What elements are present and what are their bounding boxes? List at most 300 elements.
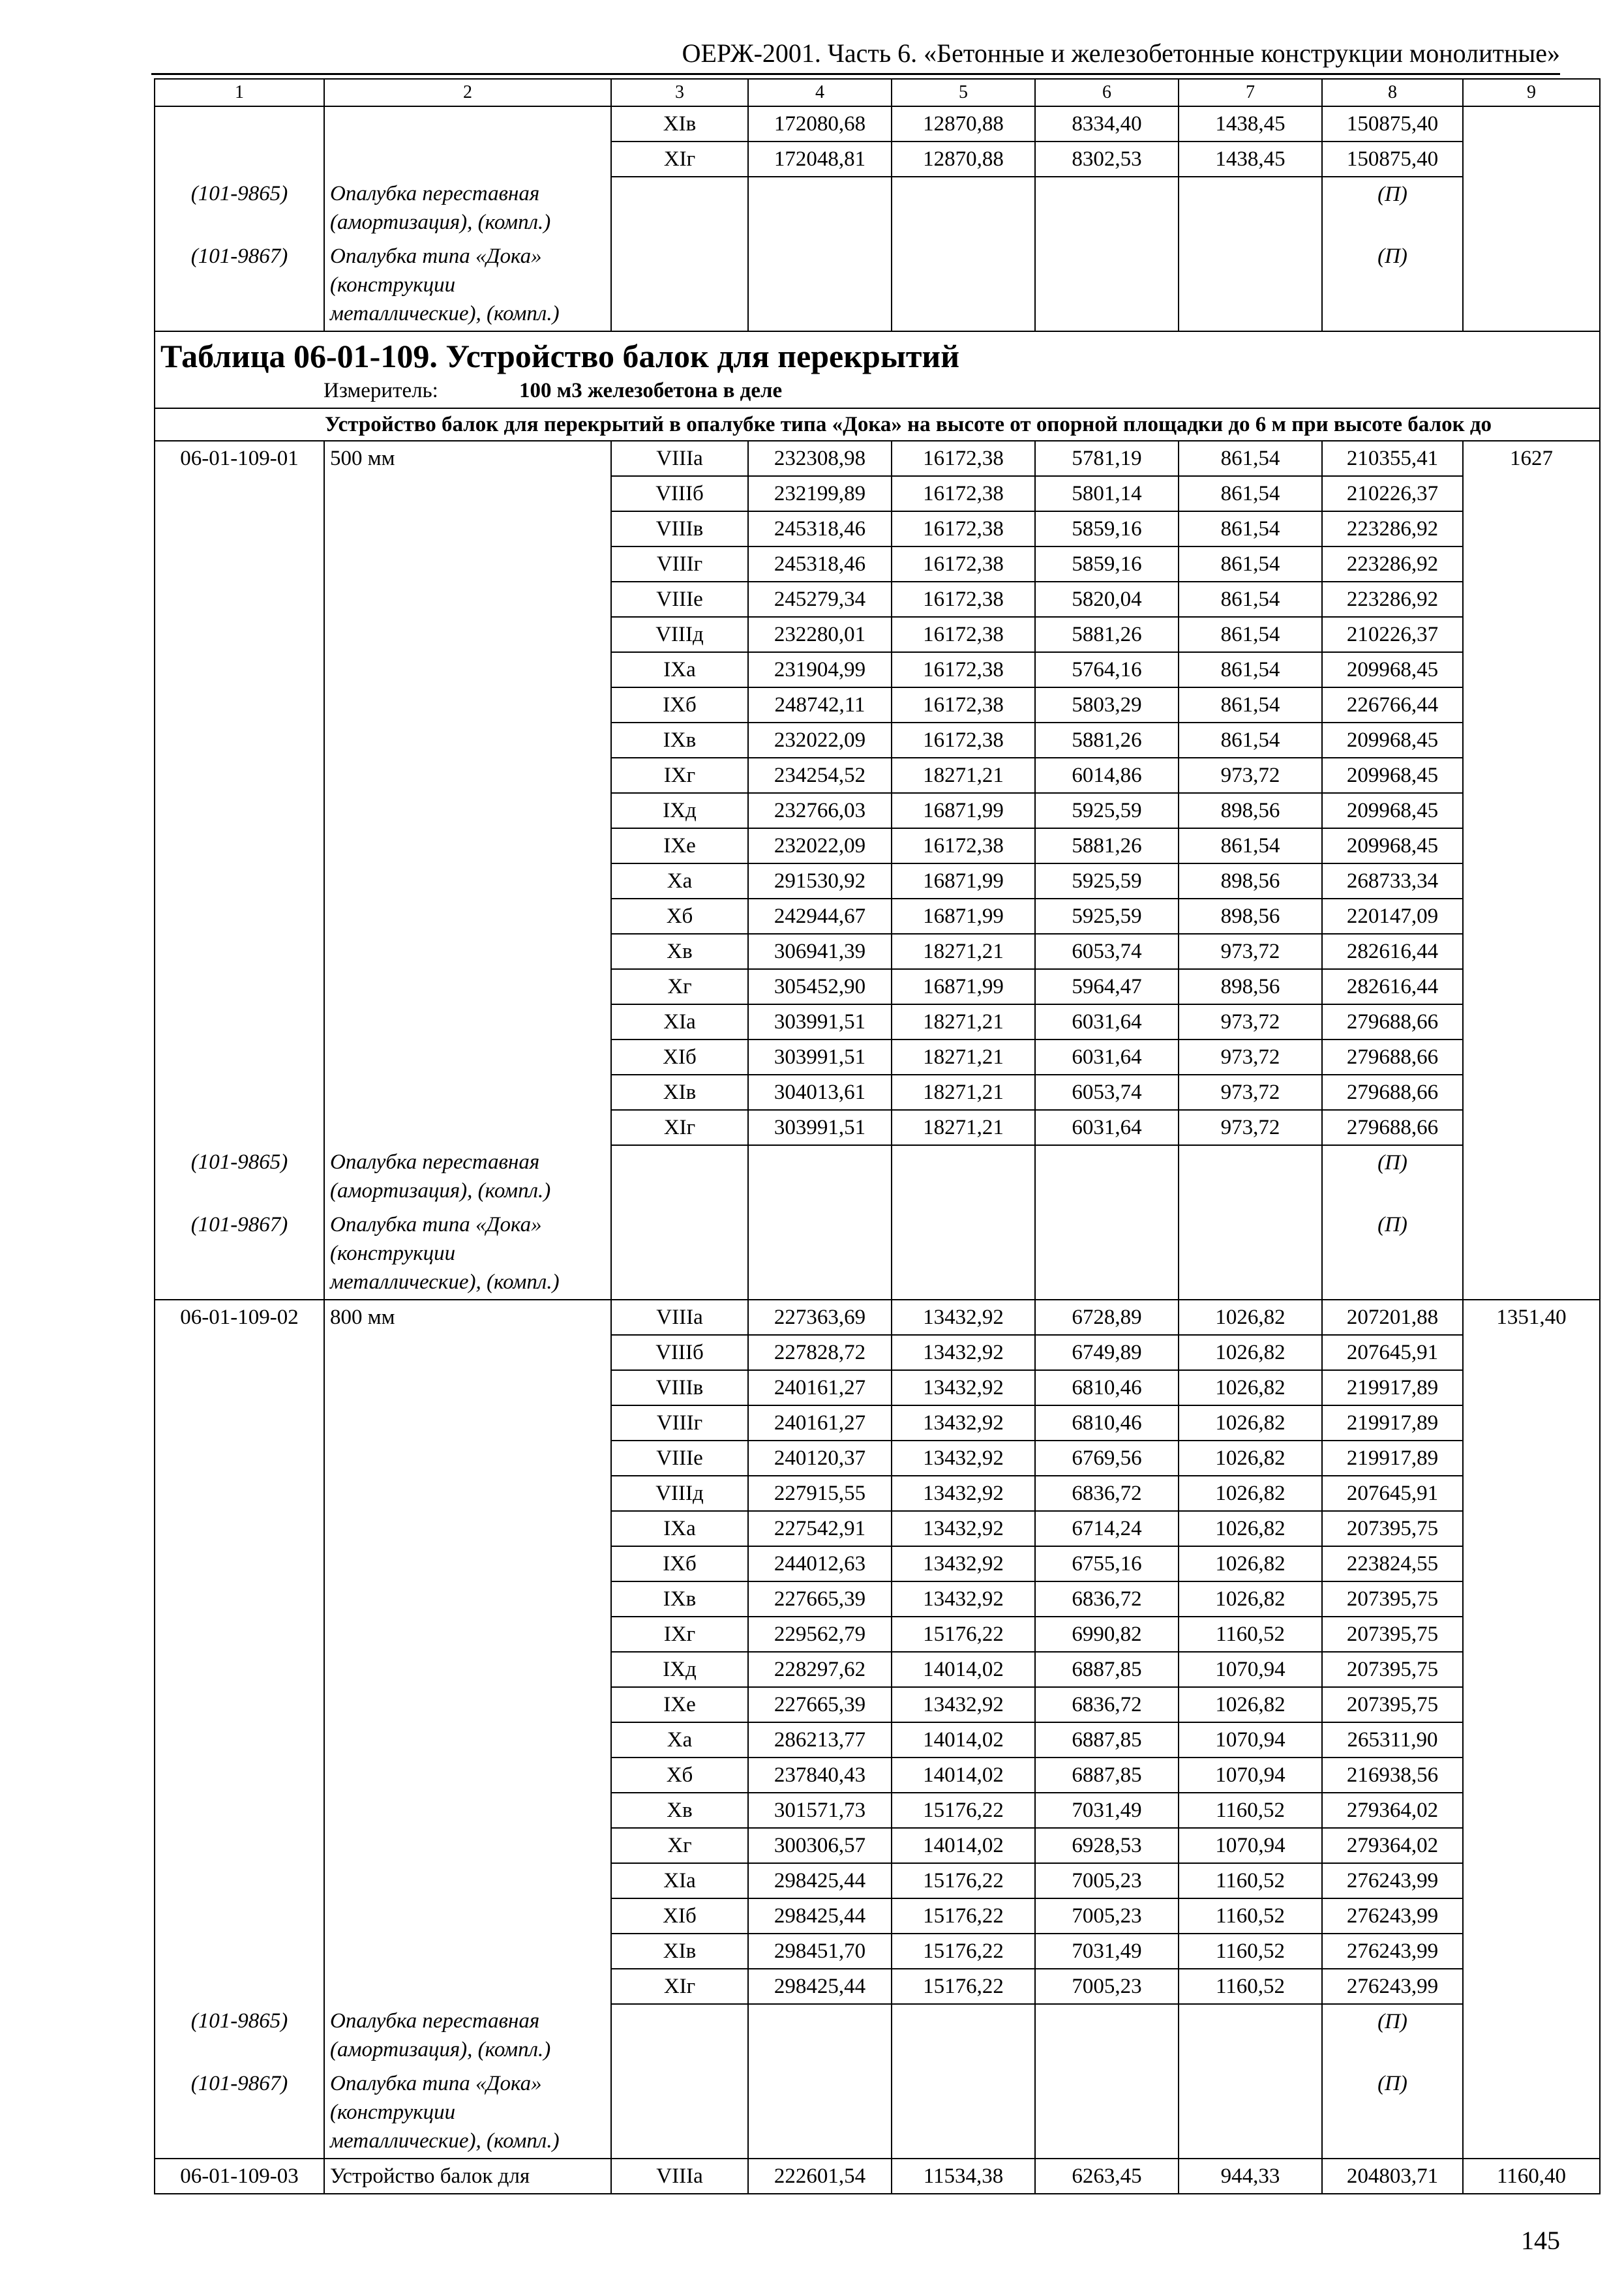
cost-total: 240120,37: [748, 1441, 892, 1476]
cost-machinist-wages: 1160,52: [1179, 1898, 1322, 1934]
blank-cell: [1463, 1687, 1600, 1722]
blank-cell: [155, 1934, 324, 1969]
table-row: [155, 652, 1600, 687]
table-row: [155, 441, 1600, 476]
blank-cell: [324, 969, 611, 1004]
cost-machinist-wages: 1026,82: [1179, 1300, 1322, 1335]
section-row: [155, 408, 1600, 441]
cost-machinist-wages: 898,56: [1179, 863, 1322, 899]
cost-wages: 11534,38: [892, 2159, 1035, 2194]
cost-wages: 13432,92: [892, 1546, 1035, 1581]
table-row: [155, 1652, 1600, 1687]
zone-code: IXб: [611, 687, 748, 723]
table-row: [155, 476, 1600, 511]
cost-machines: 5881,26: [1035, 723, 1179, 758]
cost-machines: 5925,59: [1035, 793, 1179, 828]
zone-code: IXв: [611, 723, 748, 758]
blank-cell: [324, 758, 611, 793]
table-row: [155, 1075, 1600, 1110]
cost-materials: 209968,45: [1322, 828, 1463, 863]
table-row: [155, 546, 1600, 582]
cost-total: 222601,54: [748, 2159, 892, 2194]
blank-cell: [324, 1405, 611, 1441]
zone-code: IXа: [611, 1511, 748, 1546]
resource-name: Опалубка переставная (амортизация), (компл.): [324, 177, 611, 239]
cost-machinist-wages: 1438,45: [1179, 106, 1322, 142]
cost-total: 227665,39: [748, 1687, 892, 1722]
blank-cell: [1463, 1441, 1600, 1476]
cost-total: 245279,34: [748, 582, 892, 617]
blank-cell: [324, 1652, 611, 1687]
cost-machines: 6749,89: [1035, 1335, 1179, 1370]
resource-unit: (П): [1322, 1145, 1463, 1208]
cost-materials: 207645,91: [1322, 1476, 1463, 1511]
cost-total: 301571,73: [748, 1793, 892, 1828]
cost-total: 232022,09: [748, 828, 892, 863]
table-row: [155, 1335, 1600, 1370]
resource-row: [155, 1208, 1600, 1300]
blank-cell: [1463, 1722, 1600, 1758]
blank-cell: [155, 1075, 324, 1110]
blank-cell: [324, 1793, 611, 1828]
cost-machines: 8334,40: [1035, 106, 1179, 142]
cost-materials: 276243,99: [1322, 1969, 1463, 2004]
blank-cell: [892, 177, 1035, 239]
blank-cell: [155, 142, 324, 177]
cost-machines: 6836,72: [1035, 1476, 1179, 1511]
cost-machines: 6714,24: [1035, 1511, 1179, 1546]
cost-materials: 210226,37: [1322, 476, 1463, 511]
blank-cell: [324, 546, 611, 582]
blank-cell: [1463, 1793, 1600, 1828]
cost-machinist-wages: 1070,94: [1179, 1652, 1322, 1687]
cost-wages: 15176,22: [892, 1934, 1035, 1969]
meter-cell: [155, 378, 1600, 408]
zone-code: XIб: [611, 1040, 748, 1075]
zone-code: IXг: [611, 1617, 748, 1652]
blank-cell: [155, 1687, 324, 1722]
cost-materials: 268733,34: [1322, 863, 1463, 899]
cost-machinist-wages: 1026,82: [1179, 1511, 1322, 1546]
cost-machines: 5964,47: [1035, 969, 1179, 1004]
cost-machines: 5881,26: [1035, 828, 1179, 863]
blank-cell: [748, 177, 892, 239]
cost-machines: 7005,23: [1035, 1863, 1179, 1898]
zone-code: VIIIа: [611, 2159, 748, 2194]
cost-wages: 16172,38: [892, 617, 1035, 652]
blank-cell: [1179, 239, 1322, 331]
cost-wages: 18271,21: [892, 1040, 1035, 1075]
zone-code: VIIIг: [611, 1405, 748, 1441]
cost-machines: 6031,64: [1035, 1004, 1179, 1040]
zone-code: Xг: [611, 969, 748, 1004]
section-title: Устройство балок для перекрытий в опалубке типа «Дока» на высоте от опорной площадки до 6 м при высоте балок до: [155, 408, 1600, 441]
cost-machines: 6810,46: [1035, 1370, 1179, 1405]
zone-code: VIIIв: [611, 511, 748, 546]
blank-cell: [1463, 758, 1600, 793]
blank-cell: [1179, 2067, 1322, 2159]
blank-cell: [748, 2004, 892, 2067]
blank-cell: [155, 828, 324, 863]
blank-cell: [748, 239, 892, 331]
cost-machines: 6887,85: [1035, 1652, 1179, 1687]
blank-cell: [324, 863, 611, 899]
blank-cell: [324, 1828, 611, 1863]
blank-cell: [324, 1476, 611, 1511]
blank-cell: [1463, 1511, 1600, 1546]
cost-wages: 13432,92: [892, 1300, 1035, 1335]
cost-machines: 5803,29: [1035, 687, 1179, 723]
zone-code: Xа: [611, 1722, 748, 1758]
cost-materials: 207395,75: [1322, 1581, 1463, 1617]
cost-materials: 276243,99: [1322, 1863, 1463, 1898]
cost-total: 291530,92: [748, 863, 892, 899]
zone-code: XIв: [611, 1934, 748, 1969]
blank-cell: [1463, 1898, 1600, 1934]
blank-cell: [324, 687, 611, 723]
blank-cell: [1463, 863, 1600, 899]
blank-cell: [1463, 1370, 1600, 1405]
blank-cell: [155, 1405, 324, 1441]
cost-machinist-wages: 1070,94: [1179, 1758, 1322, 1793]
cost-machines: 5925,59: [1035, 863, 1179, 899]
cost-machinist-wages: 861,54: [1179, 441, 1322, 476]
zone-code: VIIIе: [611, 1441, 748, 1476]
table-row: [155, 1511, 1600, 1546]
zone-code: Xа: [611, 863, 748, 899]
cost-total: 232308,98: [748, 441, 892, 476]
blank-cell: [324, 1581, 611, 1617]
column-number: 7: [1179, 79, 1322, 106]
cost-machinist-wages: 1026,82: [1179, 1687, 1322, 1722]
table-row: [155, 1722, 1600, 1758]
blank-cell: [155, 1617, 324, 1652]
blank-cell: [324, 793, 611, 828]
cost-machines: 6887,85: [1035, 1722, 1179, 1758]
cost-machinist-wages: 861,54: [1179, 723, 1322, 758]
zone-code: IXд: [611, 1652, 748, 1687]
cost-machines: 6263,45: [1035, 2159, 1179, 2194]
cost-machinist-wages: 1160,52: [1179, 1934, 1322, 1969]
resource-unit: (П): [1322, 2067, 1463, 2159]
blank-cell: [1463, 617, 1600, 652]
item-name: 500 мм: [324, 441, 611, 476]
blank-cell: [324, 1441, 611, 1476]
table-row: [155, 1863, 1600, 1898]
resource-unit: (П): [1322, 239, 1463, 331]
item-name: Устройство балок для: [324, 2159, 611, 2194]
meter-value: 100 м3 железобетона в деле: [519, 379, 783, 402]
table-row: [155, 142, 1600, 177]
table-row: [155, 1040, 1600, 1075]
blank-cell: [1463, 793, 1600, 828]
blank-cell: [1463, 1617, 1600, 1652]
cost-total: 303991,51: [748, 1110, 892, 1145]
blank-cell: [892, 2004, 1035, 2067]
blank-cell: [155, 863, 324, 899]
cost-machinist-wages: 861,54: [1179, 582, 1322, 617]
running-header: ОЕРЖ-2001. Часть 6. «Бетонные и железобетонные конструкции монолитные»: [682, 38, 1560, 68]
zone-code: IXе: [611, 828, 748, 863]
cost-materials: 219917,89: [1322, 1441, 1463, 1476]
item-code: 06-01-109-02: [155, 1300, 324, 1335]
zone-code: XIв: [611, 106, 748, 142]
table-row: [155, 1687, 1600, 1722]
blank-cell: [611, 2004, 748, 2067]
blank-cell: [155, 106, 324, 142]
table-row: [155, 863, 1600, 899]
blank-cell: [1463, 1828, 1600, 1863]
cost-wages: 16172,38: [892, 723, 1035, 758]
cost-wages: 16871,99: [892, 863, 1035, 899]
cost-machinist-wages: 973,72: [1179, 758, 1322, 793]
cost-wages: 16172,38: [892, 652, 1035, 687]
cost-machines: 5859,16: [1035, 546, 1179, 582]
blank-cell: [155, 617, 324, 652]
cost-wages: 13432,92: [892, 1370, 1035, 1405]
blank-cell: [155, 1335, 324, 1370]
blank-cell: [324, 828, 611, 863]
cost-machinist-wages: 1160,52: [1179, 1617, 1322, 1652]
column-number: 9: [1463, 79, 1600, 106]
blank-cell: [1463, 1934, 1600, 1969]
blank-cell: [1463, 1581, 1600, 1617]
blank-cell: [1463, 828, 1600, 863]
zone-code: VIIIг: [611, 546, 748, 582]
blank-cell: [155, 1441, 324, 1476]
cost-machinist-wages: 1160,52: [1179, 1793, 1322, 1828]
table-row: [155, 1934, 1600, 1969]
cost-total: 242944,67: [748, 899, 892, 934]
cost-materials: 226766,44: [1322, 687, 1463, 723]
meter-label: Измеритель:: [323, 379, 438, 402]
cost-machines: 7005,23: [1035, 1898, 1179, 1934]
table-row: [155, 1110, 1600, 1145]
cost-materials: 207395,75: [1322, 1511, 1463, 1546]
item-code: 06-01-109-03: [155, 2159, 324, 2194]
table-row: [155, 1370, 1600, 1405]
price-table: [154, 78, 1601, 2194]
blank-cell: [324, 1335, 611, 1370]
cost-wages: 13432,92: [892, 1687, 1035, 1722]
blank-cell: [611, 1208, 748, 1300]
table-row: [155, 1828, 1600, 1863]
cost-wages: 14014,02: [892, 1828, 1035, 1863]
blank-cell: [155, 1110, 324, 1145]
cost-materials: 209968,45: [1322, 723, 1463, 758]
cost-total: 240161,27: [748, 1370, 892, 1405]
cost-machines: 6031,64: [1035, 1110, 1179, 1145]
cost-materials: 207395,75: [1322, 1652, 1463, 1687]
zone-code: XIб: [611, 1898, 748, 1934]
zone-code: IXв: [611, 1581, 748, 1617]
blank-cell: [155, 652, 324, 687]
cost-machines: 5801,14: [1035, 476, 1179, 511]
blank-cell: [324, 1687, 611, 1722]
cost-total: 304013,61: [748, 1075, 892, 1110]
cost-total: 240161,27: [748, 1405, 892, 1441]
cost-machinist-wages: 898,56: [1179, 969, 1322, 1004]
cost-machines: 6836,72: [1035, 1581, 1179, 1617]
cost-total: 227665,39: [748, 1581, 892, 1617]
cost-total: 245318,46: [748, 546, 892, 582]
zone-code: Xг: [611, 1828, 748, 1863]
blank-cell: [892, 239, 1035, 331]
blank-cell: [155, 1511, 324, 1546]
column-number: 8: [1322, 79, 1463, 106]
blank-cell: [1463, 511, 1600, 546]
zone-code: VIIIв: [611, 1370, 748, 1405]
cost-wages: 18271,21: [892, 1004, 1035, 1040]
cost-wages: 13432,92: [892, 1511, 1035, 1546]
blank-cell: [1463, 2067, 1600, 2159]
blank-cell: [155, 476, 324, 511]
cost-wages: 16172,38: [892, 476, 1035, 511]
resource-unit: (П): [1322, 2004, 1463, 2067]
blank-cell: [1463, 1110, 1600, 1145]
column-number: 1: [155, 79, 324, 106]
blank-cell: [1463, 1758, 1600, 1793]
cost-machines: 6990,82: [1035, 1617, 1179, 1652]
blank-cell: [324, 1511, 611, 1546]
cost-total: 232766,03: [748, 793, 892, 828]
cost-total: 298425,44: [748, 1863, 892, 1898]
cost-machines: 5859,16: [1035, 511, 1179, 546]
blank-cell: [155, 1004, 324, 1040]
cost-wages: 16172,38: [892, 511, 1035, 546]
cost-machines: 5925,59: [1035, 899, 1179, 934]
table-row: [155, 1581, 1600, 1617]
column-number: 4: [748, 79, 892, 106]
blank-cell: [892, 1145, 1035, 1208]
cost-total: 286213,77: [748, 1722, 892, 1758]
cost-machinist-wages: 973,72: [1179, 1004, 1322, 1040]
blank-cell: [155, 723, 324, 758]
blank-cell: [748, 1145, 892, 1208]
table-row: [155, 1758, 1600, 1793]
cost-wages: 16172,38: [892, 546, 1035, 582]
zone-code: VIIIб: [611, 1335, 748, 1370]
table-row: [155, 1004, 1600, 1040]
blank-cell: [324, 1370, 611, 1405]
zone-code: VIIIб: [611, 476, 748, 511]
blank-cell: [611, 239, 748, 331]
table-row: [155, 793, 1600, 828]
cost-wages: 14014,02: [892, 1758, 1035, 1793]
table-row: [155, 1546, 1600, 1581]
labor-cost: 1160,40: [1463, 2159, 1600, 2194]
cost-machines: 7005,23: [1035, 1969, 1179, 2004]
cost-wages: 16871,99: [892, 793, 1035, 828]
blank-cell: [324, 1075, 611, 1110]
blank-cell: [1463, 1863, 1600, 1898]
cost-machinist-wages: 973,72: [1179, 1075, 1322, 1110]
cost-total: 228297,62: [748, 1652, 892, 1687]
cost-materials: 223824,55: [1322, 1546, 1463, 1581]
cost-materials: 223286,92: [1322, 511, 1463, 546]
cost-total: 232199,89: [748, 476, 892, 511]
blank-cell: [324, 1863, 611, 1898]
blank-cell: [155, 546, 324, 582]
blank-cell: [155, 934, 324, 969]
cost-machines: 5881,26: [1035, 617, 1179, 652]
blank-cell: [155, 1793, 324, 1828]
cost-machines: 6887,85: [1035, 1758, 1179, 1793]
cost-materials: 282616,44: [1322, 934, 1463, 969]
column-number: 3: [611, 79, 748, 106]
resource-row: [155, 1145, 1600, 1208]
blank-cell: [155, 899, 324, 934]
zone-code: VIIIд: [611, 617, 748, 652]
cost-materials: 279364,02: [1322, 1793, 1463, 1828]
zone-code: IXа: [611, 652, 748, 687]
cost-total: 172080,68: [748, 106, 892, 142]
blank-cell: [1463, 476, 1600, 511]
cost-total: 244012,63: [748, 1546, 892, 1581]
cost-total: 306941,39: [748, 934, 892, 969]
blank-cell: [324, 652, 611, 687]
zone-code: XIв: [611, 1075, 748, 1110]
table-row: [155, 899, 1600, 934]
blank-cell: [155, 1758, 324, 1793]
cost-wages: 16172,38: [892, 687, 1035, 723]
cost-wages: 18271,21: [892, 1110, 1035, 1145]
table-row: [155, 1441, 1600, 1476]
cost-machinist-wages: 1026,82: [1179, 1546, 1322, 1581]
zone-code: VIIIд: [611, 1476, 748, 1511]
cost-machinist-wages: 1070,94: [1179, 1828, 1322, 1863]
blank-cell: [1463, 1969, 1600, 2004]
resource-name: Опалубка типа «Дока» (конструкции металлические), (компл.): [324, 1208, 611, 1300]
cost-machinist-wages: 861,54: [1179, 511, 1322, 546]
cost-wages: 12870,88: [892, 106, 1035, 142]
blank-cell: [1463, 652, 1600, 687]
blank-cell: [155, 969, 324, 1004]
cost-materials: 204803,71: [1322, 2159, 1463, 2194]
blank-cell: [324, 1898, 611, 1934]
table-row: [155, 1617, 1600, 1652]
zone-code: XIа: [611, 1863, 748, 1898]
cost-materials: 223286,92: [1322, 546, 1463, 582]
cost-materials: 209968,45: [1322, 793, 1463, 828]
cost-wages: 14014,02: [892, 1722, 1035, 1758]
resource-name: Опалубка переставная (амортизация), (компл.): [324, 2004, 611, 2067]
cost-machines: 6810,46: [1035, 1405, 1179, 1441]
cost-wages: 15176,22: [892, 1898, 1035, 1934]
table-row: [155, 106, 1600, 142]
blank-cell: [324, 1722, 611, 1758]
table-row: [155, 934, 1600, 969]
blank-cell: [155, 1969, 324, 2004]
cost-total: 305452,90: [748, 969, 892, 1004]
cost-wages: 12870,88: [892, 142, 1035, 177]
blank-cell: [1463, 177, 1600, 239]
blank-cell: [155, 793, 324, 828]
zone-code: XIг: [611, 1110, 748, 1145]
cost-wages: 14014,02: [892, 1652, 1035, 1687]
cost-total: 227915,55: [748, 1476, 892, 1511]
blank-cell: [1463, 106, 1600, 142]
table-row: [155, 511, 1600, 546]
blank-cell: [1179, 2004, 1322, 2067]
blank-cell: [155, 1546, 324, 1581]
cost-wages: 18271,21: [892, 1075, 1035, 1110]
resource-code: (101-9865): [155, 1145, 324, 1208]
cost-materials: 276243,99: [1322, 1898, 1463, 1934]
resource-code: (101-9867): [155, 2067, 324, 2159]
blank-cell: [1463, 546, 1600, 582]
blank-cell: [1463, 1652, 1600, 1687]
